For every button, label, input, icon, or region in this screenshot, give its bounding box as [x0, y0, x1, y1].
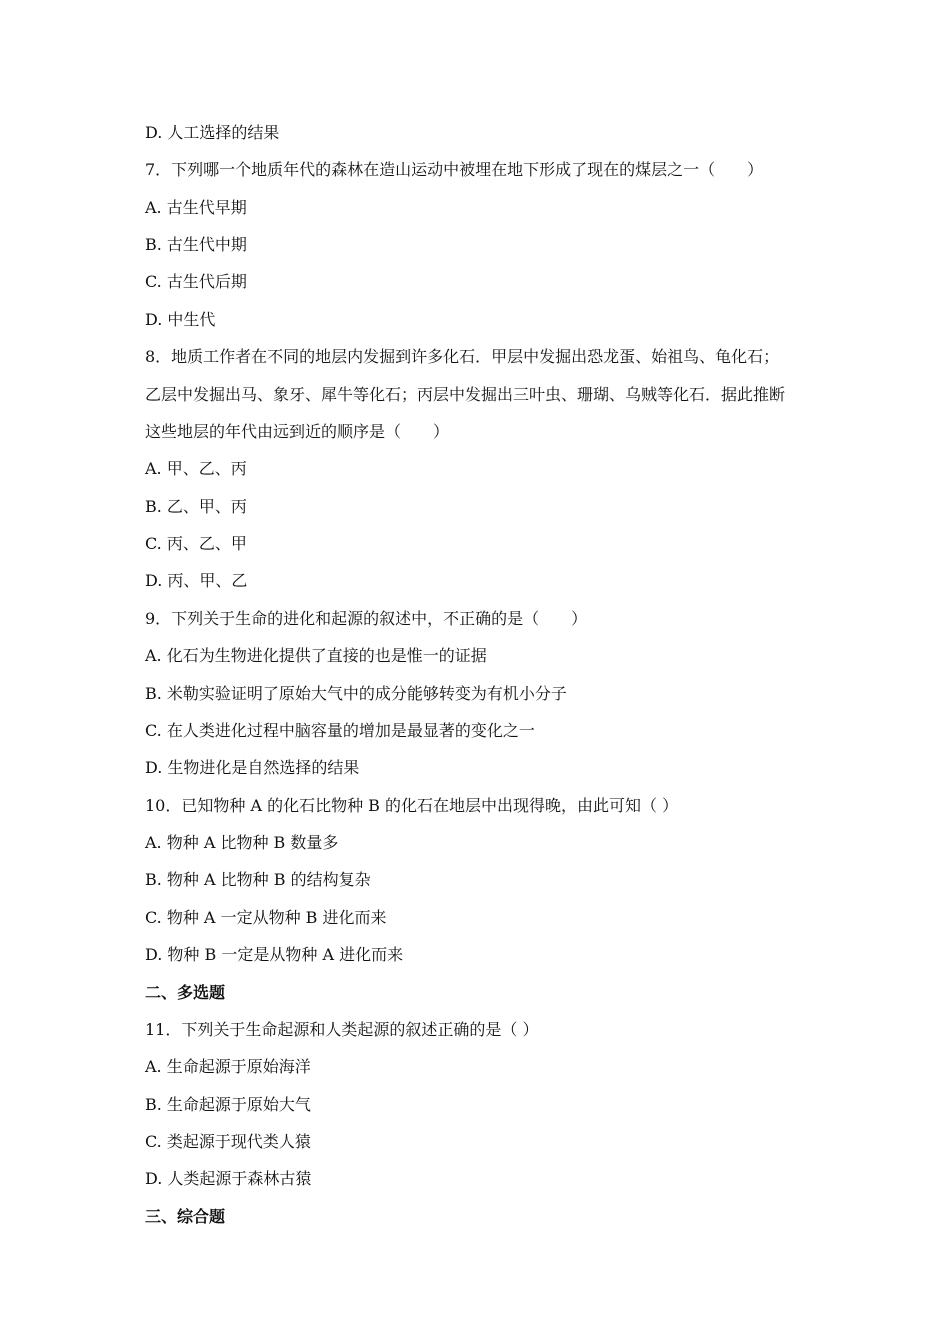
option-11a: A. 生命起源于原始海洋 [145, 1057, 311, 1076]
question-9: 9．下列关于生命的进化和起源的叙述中，不正确的是（ ） [145, 609, 588, 628]
question-8-line-2: 乙层中发掘出马、象牙、犀牛等化石；丙层中发掘出三叶虫、珊瑚、乌贼等化石．据此推断 [145, 385, 786, 404]
section-heading-comprehensive: 三、综合题 [145, 1207, 226, 1226]
section-heading-multiple-choice: 二、多选题 [145, 983, 226, 1002]
option-7c: C. 古生代后期 [145, 272, 247, 291]
question-10: 10．已知物种 A 的化石比物种 B 的化石在地层中出现得晚，由此可知（ ） [145, 796, 679, 815]
option-9b: B. 米勒实验证明了原始大气中的成分能够转变为有机小分子 [145, 684, 567, 703]
option-6d: D. 人工选择的结果 [145, 123, 280, 142]
option-11b: B. 生命起源于原始大气 [145, 1095, 311, 1114]
option-8d: D. 丙、甲、乙 [145, 571, 248, 590]
option-11d: D. 人类起源于森林古猿 [145, 1169, 312, 1188]
option-11c: C. 类起源于现代类人猿 [145, 1132, 311, 1151]
option-10c: C. 物种 A 一定从物种 B 进化而来 [145, 908, 387, 927]
question-7: 7．下列哪一个地质年代的森林在造山运动中被埋在地下形成了现在的煤层之一（ ） [145, 160, 764, 179]
option-7a: A. 古生代早期 [145, 198, 247, 217]
option-8a: A. 甲、乙、丙 [145, 459, 247, 478]
question-11: 11．下列关于生命起源和人类起源的叙述正确的是（ ） [145, 1020, 539, 1039]
option-9c: C. 在人类进化过程中脑容量的增加是最显著的变化之一 [145, 721, 535, 740]
option-10a: A. 物种 A 比物种 B 数量多 [145, 833, 339, 852]
option-7d: D. 中生代 [145, 310, 216, 329]
option-10b: B. 物种 A 比物种 B 的结构复杂 [145, 870, 371, 889]
question-8-line-1: 8．地质工作者在不同的地层内发掘到许多化石．甲层中发掘出恐龙蛋、始祖鸟、龟化石； [145, 347, 780, 366]
option-9d: D. 生物进化是自然选择的结果 [145, 758, 360, 777]
option-8b: B. 乙、甲、丙 [145, 497, 247, 516]
option-8c: C. 丙、乙、甲 [145, 534, 247, 553]
option-7b: B. 古生代中期 [145, 235, 247, 254]
question-8-line-3: 这些地层的年代由远到近的顺序是（ ） [145, 422, 450, 441]
option-10d: D. 物种 B 一定是从物种 A 进化而来 [145, 945, 404, 964]
option-9a: A. 化石为生物进化提供了直接的也是惟一的证据 [145, 646, 487, 665]
